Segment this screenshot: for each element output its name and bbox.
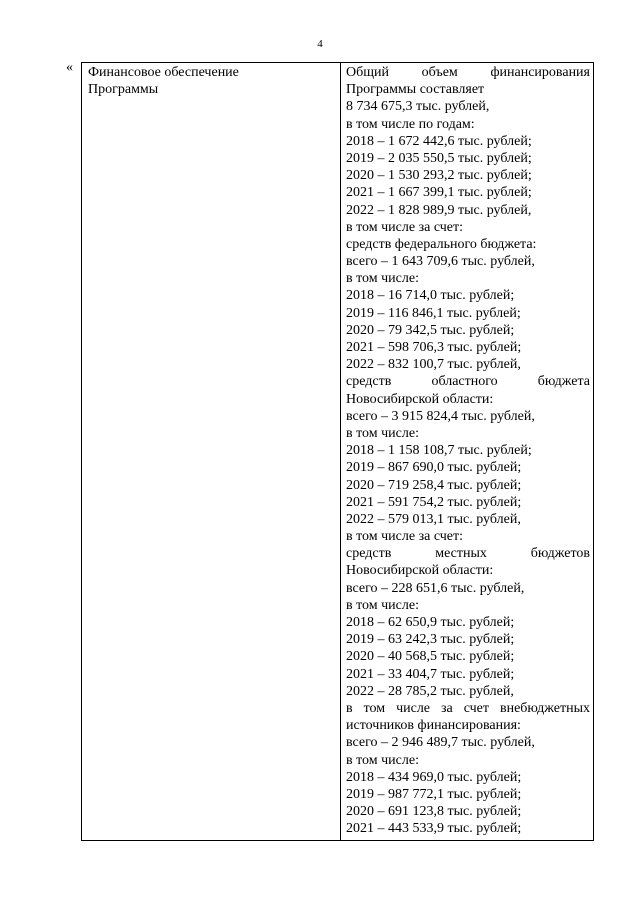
left-cell — [88, 64, 333, 98]
right-cell-line: 2018 – 1 158 108,7 тыс. рублей; — [346, 443, 532, 459]
right-cell-line: в том числе: — [346, 597, 419, 613]
right-cell-line: 2021 – 443 533,9 тыс. рублей; — [346, 821, 522, 837]
right-cell-line: 2020 – 1 530 293,2 тыс. рублей; — [346, 168, 532, 184]
right-cell-line: всего – 1 643 709,6 тыс. рублей, — [346, 254, 535, 270]
right-cell-line: Новосибирской области: — [346, 563, 494, 579]
right-cell-line: 2019 – 63 242,3 тыс. рублей; — [346, 632, 515, 648]
right-cell-line: средств местных бюджетов — [346, 546, 590, 562]
right-cell-line: 2020 – 691 123,8 тыс. рублей; — [346, 804, 522, 820]
right-cell-line: 2018 – 434 969,0 тыс. рублей; — [346, 769, 522, 785]
right-cell-line: 2018 – 16 714,0 тыс. рублей; — [346, 288, 515, 304]
right-cell-line: всего – 3 915 824,4 тыс. рублей, — [346, 408, 535, 424]
right-cell-line: в том числе по годам: — [346, 116, 475, 132]
right-cell-line: 2020 – 79 342,5 тыс. рублей; — [346, 322, 515, 338]
right-cell-line: 2019 – 116 846,1 тыс. рублей; — [346, 305, 521, 321]
right-cell-line: 2019 – 987 772,1 тыс. рублей; — [346, 786, 522, 802]
right-cell — [346, 64, 590, 837]
right-cell-line: средств областного бюджета — [346, 374, 590, 390]
right-cell-line: 2018 – 62 650,9 тыс. рублей; — [346, 615, 515, 630]
right-cell-line: источников финансирования: — [346, 718, 521, 734]
right-cell-line: всего – 2 946 489,7 тыс. рублей, — [346, 735, 535, 751]
financing-table — [81, 62, 594, 841]
left-cell-line: Программы — [88, 82, 159, 98]
right-cell-line: Программы составляет — [346, 82, 485, 98]
right-cell-line: в том числе за счет: — [346, 529, 464, 545]
right-cell-line: 8 734 675,3 тыс. рублей, — [346, 99, 490, 115]
right-cell-line: в том числе за счет внебюджетных — [346, 700, 590, 716]
right-cell-line: 2020 – 40 568,5 тыс. рублей; — [346, 649, 515, 665]
opening-quote: « — [66, 60, 73, 75]
right-cell-line: 2021 – 33 404,7 тыс. рублей; — [346, 666, 515, 682]
right-cell-line: 2022 – 832 100,7 тыс. рублей, — [346, 357, 521, 373]
right-cell-line: 2022 – 1 828 989,9 тыс. рублей, — [346, 202, 532, 218]
page-number: 4 — [317, 38, 323, 50]
right-cell-line: в том числе: — [346, 271, 419, 287]
right-cell-line: 2021 – 598 706,3 тыс. рублей; — [346, 340, 522, 355]
right-cell-line: средств федерального бюджета: — [346, 236, 537, 252]
column-divider — [340, 63, 341, 840]
right-cell-line: Новосибирской области: — [346, 391, 494, 407]
right-cell-line: 2021 – 1 667 399,1 тыс. рублей; — [346, 185, 532, 201]
right-cell-line: 2019 – 2 035 550,5 тыс. рублей; — [346, 150, 532, 166]
right-cell-line: 2022 – 579 013,1 тыс. рублей, — [346, 511, 521, 527]
right-cell-line: 2021 – 591 754,2 тыс. рублей; — [346, 494, 522, 510]
right-cell-line: 2019 – 867 690,0 тыс. рублей; — [346, 460, 522, 476]
right-cell-line: 2018 – 1 672 442,6 тыс. рублей; — [346, 133, 532, 149]
right-cell-line: всего – 228 651,6 тыс. рублей, — [346, 580, 525, 596]
left-cell-line: Финансовое обеспечение — [88, 65, 239, 80]
right-cell-line: в том числе за счет: — [346, 219, 464, 235]
right-cell-line: 2020 – 719 258,4 тыс. рублей; — [346, 477, 522, 493]
right-cell-line: 2022 – 28 785,2 тыс. рублей, — [346, 683, 514, 699]
right-cell-line: Общий объем финансирования — [346, 65, 590, 80]
right-cell-line: в том числе: — [346, 425, 419, 441]
right-cell-line: в том числе: — [346, 752, 419, 768]
